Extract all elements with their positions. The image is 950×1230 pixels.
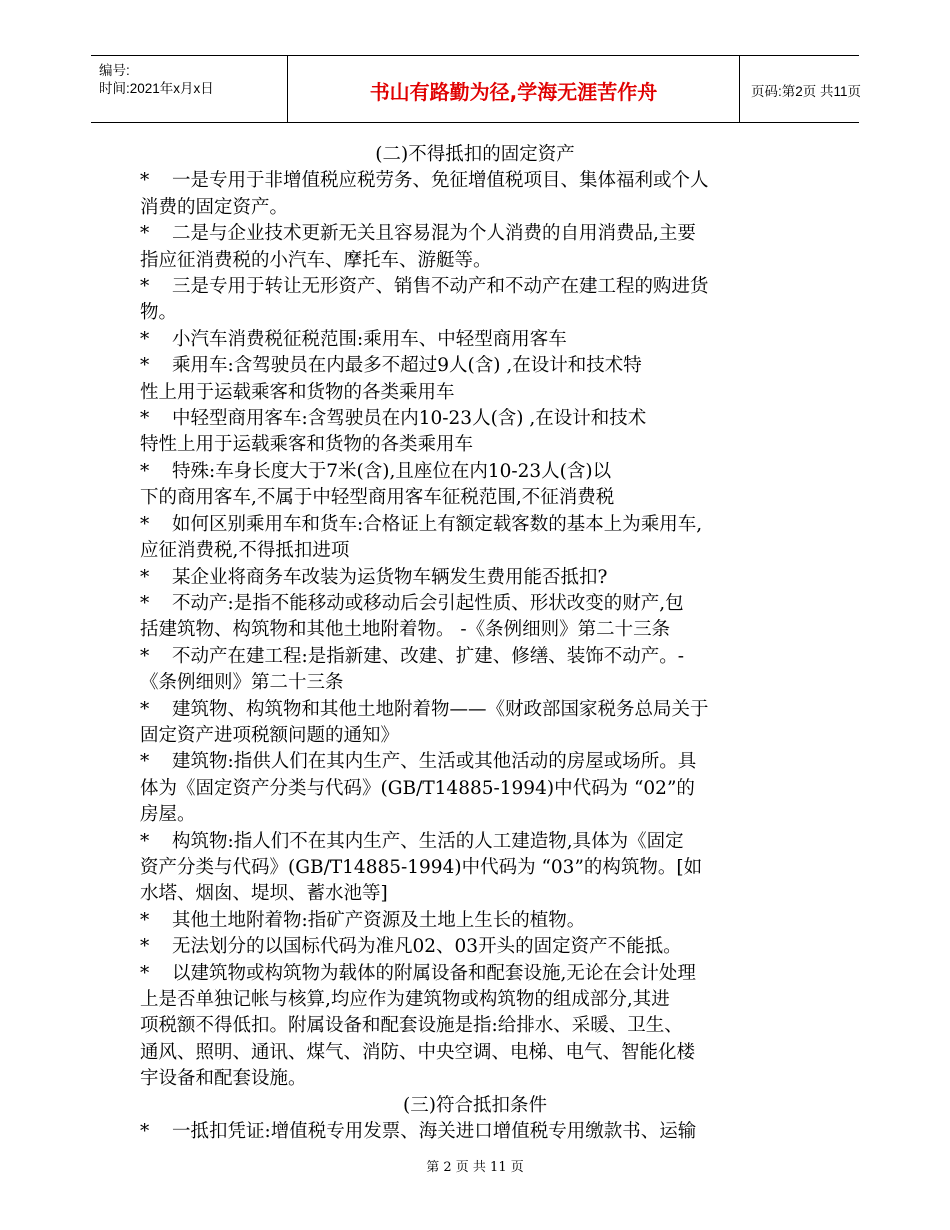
bullet-marker: * — [140, 645, 150, 667]
paragraph-list — [140, 168, 810, 1092]
paragraph-line: 指应征消费税的小汽车、摩托车、游艇等。 — [140, 249, 492, 271]
paragraph-line: 某企业将商务车改装为运货物车辆发生费用能否抵扣? — [172, 566, 608, 588]
bullet-marker: * — [140, 276, 150, 298]
paragraph-line: 乘用车:含驾驶员在内最多不超过9人(含) ,在设计和技术特 — [172, 355, 642, 377]
paragraph-line: 通风、照明、通讯、煤气、消防、中央空调、电梯、电气、智能化楼 — [140, 1041, 696, 1063]
page-footer: 第 2 页 共 11 页 — [426, 1160, 524, 1175]
paragraph-line: 括建筑物、构筑物和其他土地附着物。 -《条例细则》第二十三条 — [140, 619, 671, 641]
header-motto: 书山有路勤为径,学海无涯苦作舟 — [369, 80, 658, 104]
bullet-marker: * — [140, 936, 150, 958]
bullet-marker: * — [140, 962, 150, 984]
bullet-marker: * — [140, 698, 150, 720]
bullet-paragraph — [140, 1119, 810, 1145]
bullet-paragraph — [140, 961, 810, 1093]
bullet-paragraph — [140, 644, 810, 697]
bullet-paragraph — [140, 934, 810, 960]
bullet-marker: * — [140, 460, 150, 482]
bullet-paragraph — [140, 829, 810, 908]
paragraph-line: 二是与企业技术更新无关且容易混为个人消费的自用消费品,主要 — [172, 223, 696, 245]
paragraph-line: 三是专用于转让无形资产、销售不动产和不动产在建工程的购进货 — [172, 276, 709, 298]
paragraph-line: 构筑物:指人们不在其内生产、生活的人工建造物,具体为《固定 — [172, 830, 684, 852]
bullet-marker: * — [140, 751, 150, 773]
bullet-paragraph — [140, 168, 810, 221]
bullet-paragraph — [140, 697, 810, 750]
bullet-marker: * — [140, 223, 150, 245]
paragraph-line: 房屋。 — [140, 804, 196, 826]
page-header — [91, 55, 862, 123]
bullet-paragraph — [140, 749, 810, 828]
paragraph-line: 水塔、烟囱、堤坝、蓄水池等] — [140, 883, 388, 905]
bullet-paragraph — [140, 221, 810, 274]
paragraph-line: 无法划分的以国标代码为准凡02、03开头的固定资产不能抵。 — [172, 936, 682, 958]
section-heading-3: (三)符合抵扣条件 — [403, 1094, 547, 1116]
paragraph-line: 不动产:是指不能移动或移动后会引起性质、形状改变的财产,包 — [172, 592, 684, 614]
paragraph-line: 消费的固定资产。 — [140, 196, 289, 218]
paragraph-line: 如何区别乘用车和货车:合格证上有额定载客数的基本上为乘用车, — [172, 513, 703, 535]
paragraph-line: 中轻型商用客车:含驾驶员在内10-23人(含) ,在设计和技术 — [172, 408, 647, 430]
paragraph-line: 小汽车消费税征税范围:乘用车、中轻型商用客车 — [172, 328, 567, 350]
paragraph-line: 物。 — [140, 302, 178, 324]
bullet-marker: * — [140, 355, 150, 377]
paragraph-line: 上是否单独记帐与核算,均应作为建筑物或构筑物的组成部分,其进 — [140, 989, 670, 1010]
bullet-marker: * — [140, 170, 150, 192]
header-page-cell — [739, 56, 862, 122]
time-label: 时间:2021年x月x日 — [99, 81, 214, 96]
paragraph-line: 下的商用客车,不属于中轻型商用客车征税范围,不征消费税 — [140, 487, 615, 509]
header-meta — [91, 56, 287, 122]
document-body — [140, 142, 810, 1145]
bullet-paragraph — [140, 406, 810, 459]
paragraph-line: 其他土地附着物:指矿产资源及土地上生长的植物。 — [172, 909, 586, 931]
bullet-paragraph — [140, 353, 810, 406]
paragraph-list-2 — [140, 1119, 810, 1145]
bullet-paragraph — [140, 565, 810, 591]
bullet-marker: * — [140, 408, 150, 430]
paragraph-line: 一抵扣凭证:增值税专用发票、海关进口增值税专用缴款书、运输 — [172, 1121, 697, 1143]
bullet-marker: * — [140, 1121, 150, 1143]
paragraph-line: 以建筑物或构筑物为载体的附属设备和配套设施,无论在会计处理 — [172, 962, 696, 984]
paragraph-line: 特性上用于运载乘客和货物的各类乘用车 — [140, 434, 474, 456]
bullet-paragraph — [140, 908, 810, 934]
bullet-paragraph — [140, 591, 810, 644]
bullet-marker: * — [140, 592, 150, 614]
bullet-marker: * — [140, 909, 150, 931]
section-heading-2: (二)不得抵扣的固定资产 — [375, 144, 575, 165]
paragraph-line: 体为《固定资产分类与代码》(GB/T14885-1994)中代码为 “02”的 — [140, 777, 695, 799]
paragraph-line: 建筑物:指供人们在其内生产、生活或其他活动的房屋或场所。具 — [172, 751, 697, 773]
header-motto-cell — [287, 56, 740, 122]
bullet-marker: * — [140, 328, 150, 350]
paragraph-line: 特殊:车身长度大于7米(含),且座位在内10-23人(含)以 — [172, 460, 612, 482]
paragraph-line: 项税额不得低扣。附属设备和配套设施是指:给排水、采暖、卫生、 — [140, 1015, 683, 1037]
bullet-paragraph — [140, 274, 810, 327]
paragraph-line: 宇设备和配套设施。 — [140, 1068, 307, 1090]
bullet-marker: * — [140, 830, 150, 852]
paragraph-line: 建筑物、构筑物和其他土地附着物——《财政部国家税务总局关于 — [172, 698, 709, 720]
bullet-marker: * — [140, 513, 150, 535]
bullet-paragraph — [140, 459, 810, 512]
bullet-paragraph — [140, 512, 810, 565]
bullet-paragraph — [140, 327, 810, 353]
paragraph-line: 资产分类与代码》(GB/T14885-1994)中代码为 “03”的构筑物。[如 — [140, 856, 703, 878]
paragraph-line: 不动产在建工程:是指新建、改建、扩建、修缮、装饰不动产。- — [172, 645, 684, 667]
page-number-label: 页码:第2页 共11页 — [751, 84, 862, 99]
number-label: 编号: — [99, 63, 130, 78]
paragraph-line: 固定资产进项税额问题的通知》 — [140, 724, 400, 746]
paragraph-line: 性上用于运载乘客和货物的各类乘用车 — [140, 381, 455, 403]
bullet-marker: * — [140, 566, 150, 588]
paragraph-line: 一是专用于非增值税应税劳务、免征增值税项目、集体福利或个人 — [172, 170, 709, 192]
paragraph-line: 应征消费税,不得抵扣进项 — [140, 540, 350, 562]
paragraph-line: 《条例细则》第二十三条 — [140, 672, 344, 694]
